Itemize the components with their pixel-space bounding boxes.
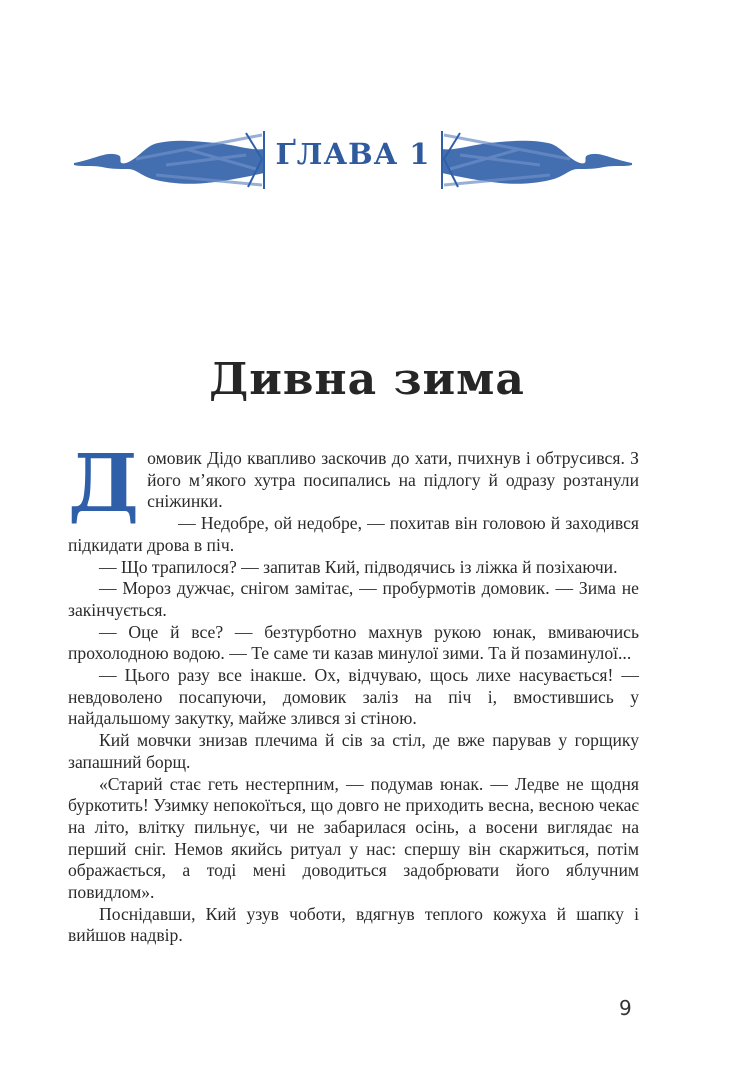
paragraph: — Що трапилося? — запитав Кий, підводячись із ліжка й позіхаючи. (99, 556, 618, 577)
paragraph: — Оце й все? — безтурботно махнув рукою юнак, вмиваючись прохолодною водою. — Те саме ти казав минулої зими. Та й позаминулої... (68, 621, 639, 664)
paragraph: — Недобре, ой недобре, — похитав він головою й заходився підкидати дрова в піч. (68, 513, 639, 555)
paragraph: Кий мовчки знизав плечима й сів за стіл, де вже парував у горщику запашний борщ. (68, 730, 639, 772)
drop-cap: Д (68, 436, 140, 530)
brush-flourish-left-icon (66, 129, 266, 191)
paragraph: — Цього разу все інакше. Ох, відчуваю, щось лихе насувається! — невдоволено посапуючи, домовик заліз на піч і, вмостившись у найдальшому закутку, майже злився зі стіною. (68, 665, 639, 729)
paragraph: Домовик Дідо квапливо заскочив до хати, пчихнув і обтрусився. З його м’якого хутра посипались на підлогу й одразу розтанули сніжинки. (68, 436, 639, 530)
chapter-title: Дивна зима (209, 354, 525, 406)
brush-flourish-right-icon (440, 129, 640, 191)
chapter-heading (66, 125, 640, 195)
body-text (68, 436, 639, 947)
chapter-label: ҐЛАВА 1 (275, 137, 431, 171)
page-number: 9 (619, 996, 632, 1020)
paragraph: — Мороз дужчає, снігом замітає, — пробурмотів домовик. — Зима не закінчується. (68, 578, 639, 620)
paragraph: «Старий стає геть нестерпним, — подумав юнак. — Ледве не щодня буркотить! Узимку непокоїться, що довго не приходить весна, весною чекає на літо, влітку пильнує, чи не забарилася осінь, а восени виглядає на перший сніг. Немов якийсь ритуал у нас: спершу він скаржиться, потім ображається, а тоді мені доводиться задобрювати його яблучним повидлом». (68, 773, 639, 903)
paragraph: Поснідавши, Кий узув чоботи, вдягнув теплого кожуха й шапку і вийшов надвір. (68, 903, 639, 946)
